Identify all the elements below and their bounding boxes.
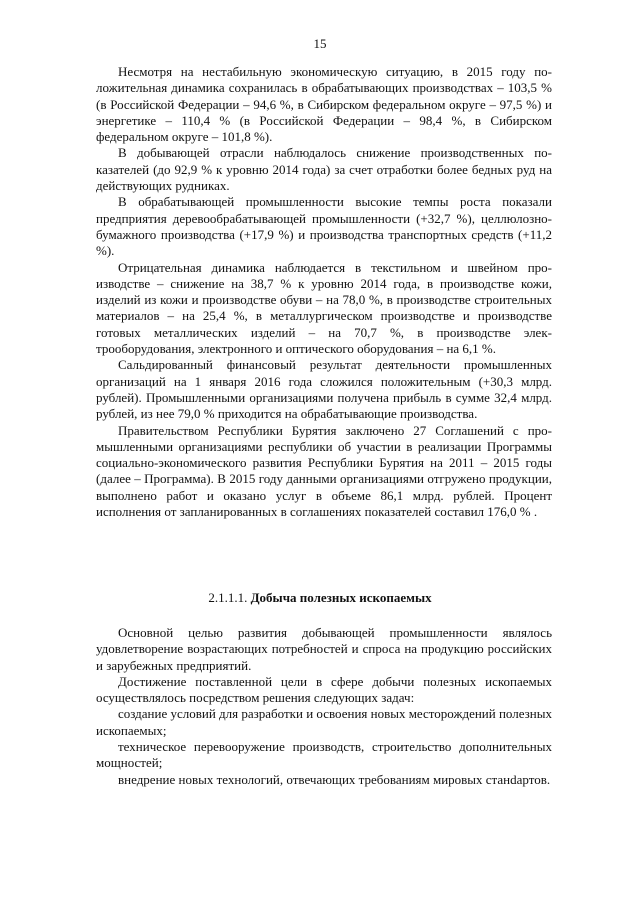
body-text-top [96, 64, 552, 520]
paragraph-manufacturing-growth: В обрабатывающей промышленности высокие темпы роста показали предприятия деревообрабатывающей промышленности (+32,7 %), целлюлозно-бумажного производства (+17,9 %) и производства транспортных средств (+11,2 %). [96, 194, 552, 259]
paragraph-main-goal: Основной целью развития добывающей промышленности являлось удовлетворение возрастающих потребностей и спроса на продукцию российских и зарубежных предприятий. [96, 625, 552, 673]
section-heading [0, 590, 640, 606]
paragraph-growth-summary: Несмотря на нестабильную экономическую ситуацию, в 2015 году положительная динамика сохранилась в обрабатывающих производствах – 103,5 % (в Российской Федерации – 94,6 %, в Сибирском федеральном округе – 97,5 %) и энергетике – 110,4 % (в Российской Федерации – 98,4 %, в Сибирском федеральном округе – 101,8 %). [96, 64, 552, 145]
paragraph-negative-dynamics: Отрицательная динамика наблюдается в текстильном и швейном производстве – снижение на 38,7 % к уровню 2014 года, в производстве кожи, изделий из кожи и производстве обуви – на 78,0 %, в производстве строительных материалов – на 25,4 %, в металлургическом производстве и производстве готовых металлических изделий – на 70,7 %, в производстве электрооборудования, электронного и оптического оборудования – на 6,1 %. [96, 259, 552, 357]
list-item-task: техническое перевооружение производств, строительство дополнительных мощностей; [96, 739, 552, 771]
section-title: Добыча полезных ископаемых [250, 590, 432, 605]
paragraph-tasks-intro: Достижение поставленной цели в сфере добычи полезных ископаемых осуществлялось посредством решения следующих задач: [96, 673, 552, 706]
list-item-task: создание условий для разработки и освоения новых месторождений полезных ископаемых; [96, 706, 552, 738]
list-item-task: внедрение новых технологий, отвечающих требованиям мировых станdартов. [118, 771, 551, 787]
body-text-bottom [96, 625, 552, 788]
section-number: 2.1.1.1. [208, 590, 248, 605]
paragraph-agreements: Правительством Республики Бурятия заключено 27 Соглашений с промышленными организациями республики об участии в реализации Программы социально-экономического развития Республики Бурятия на 2011 – 2015 годы (далее – Программа). В 2015 году данными организациями отгружено продукции, выполнено работ и оказано услуг в объеме 86,1 млрд. рублей. Процент исполнения от запланированных в соглашениях показателей составил 176,0 % . [96, 422, 552, 520]
paragraph-mining-decline: В добывающей отрасли наблюдалось снижение производственных показателей (до 92,9 % к уровню 2014 года) за счет отработки более бедных руд на действующих рудниках. [96, 145, 552, 194]
page-number: 15 [313, 36, 327, 51]
paragraph-financial-result: Сальдированный финансовый результат деятельности промышленных организаций на 1 января 2016 года сложился положительным (+30,3 млрд. рублей). Промышленными организациями получена прибыль в сумме 32,4 млрд. рублей, из нее 79,0 % приходится на обрабатывающие производства. [96, 357, 552, 422]
